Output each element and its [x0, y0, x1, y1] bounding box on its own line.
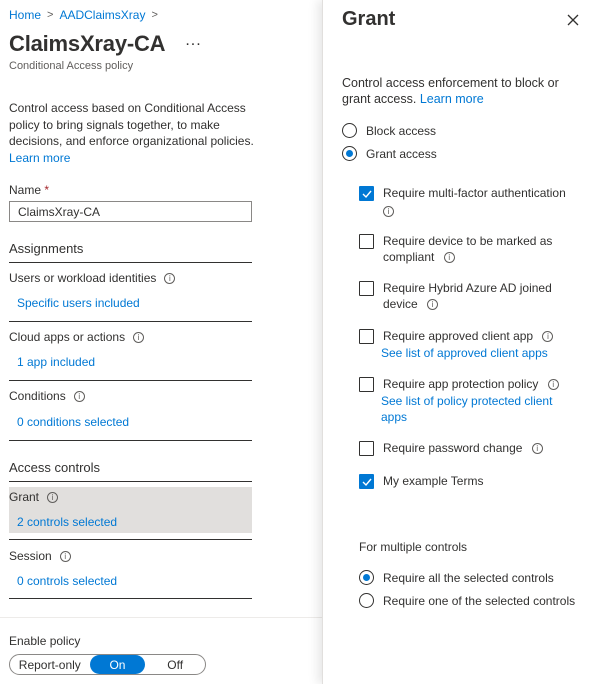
access-controls-heading: Access controls: [9, 460, 101, 475]
info-icon[interactable]: i: [383, 206, 394, 217]
checkbox[interactable]: [359, 329, 374, 344]
conditions-label: [9, 389, 85, 403]
title-row: [9, 31, 202, 57]
info-icon[interactable]: i: [532, 443, 543, 454]
control-device-compliant[interactable]: [359, 233, 573, 265]
info-icon[interactable]: i: [60, 551, 71, 562]
require-all-radio[interactable]: [359, 570, 554, 585]
grant-learn-more-link[interactable]: Learn more: [419, 92, 484, 106]
users-label-text: Users or workload identities: [9, 271, 157, 285]
name-input[interactable]: [9, 201, 252, 222]
control-label: [383, 280, 573, 312]
assignments-heading: Assignments: [9, 241, 84, 256]
control-label-text: Require approved client app: [383, 329, 534, 343]
radio-button-selected[interactable]: [359, 570, 374, 585]
policy-description: [9, 100, 269, 166]
checkbox[interactable]: [359, 234, 374, 249]
grant-description-text: Control access enforcement to block or grant access.: [342, 76, 559, 106]
control-approved-client-app[interactable]: [359, 328, 573, 344]
grant-label: [9, 490, 58, 504]
grant-panel-description: [342, 75, 582, 107]
page-subtitle: Conditional Access policy: [9, 60, 134, 72]
conditions-divider: [9, 440, 252, 441]
approved-apps-link[interactable]: See list of approved client apps: [381, 346, 548, 360]
grant-panel: [322, 0, 602, 684]
name-label-text: Name: [9, 183, 42, 197]
grant-panel-title: Grant: [342, 8, 396, 30]
control-label-text: Require multi-factor authentication: [383, 186, 566, 200]
assignments-divider: [9, 262, 252, 263]
toggle-on[interactable]: On: [90, 655, 146, 674]
info-icon[interactable]: i: [427, 299, 438, 310]
checkmark-icon: [362, 189, 372, 199]
control-label-text: Require app protection policy: [383, 377, 539, 391]
breadcrumb-home-link[interactable]: Home: [9, 8, 42, 22]
checkbox-checked[interactable]: [359, 474, 374, 489]
grant-access-label: Grant access: [366, 146, 437, 161]
cloud-apps-label-text: Cloud apps or actions: [9, 330, 126, 344]
control-mfa[interactable]: [359, 185, 573, 217]
page-title: ClaimsXray-CA: [9, 31, 166, 56]
grant-label-text: Grant: [9, 490, 40, 504]
block-access-radio[interactable]: [342, 123, 436, 138]
checkbox[interactable]: [359, 441, 374, 456]
control-app-protection[interactable]: [359, 376, 573, 392]
toggle-off[interactable]: Off: [167, 657, 184, 672]
breadcrumb: [9, 8, 164, 22]
checkbox[interactable]: [359, 377, 374, 392]
multiple-controls-label: For multiple controls: [359, 540, 468, 554]
radio-button[interactable]: [342, 123, 357, 138]
users-divider: [9, 321, 252, 322]
require-all-label: Require all the selected controls: [383, 570, 554, 585]
control-label: [383, 328, 573, 344]
session-divider: [9, 598, 252, 599]
control-label: My example Terms: [383, 474, 484, 488]
session-label: [9, 549, 71, 563]
description-text: Control access based on Conditional Access policy to bring signals together, to make decisions, and enforce organizational policies.: [9, 101, 254, 148]
control-label: [383, 440, 573, 456]
enable-policy-label: Enable policy: [9, 634, 81, 648]
grant-divider: [9, 539, 252, 540]
control-password-change[interactable]: [359, 440, 573, 456]
breadcrumb-app-link[interactable]: AADClaimsXray: [59, 8, 146, 22]
radio-button-selected[interactable]: [342, 146, 357, 161]
conditions-value-link[interactable]: 0 conditions selected: [17, 415, 130, 429]
control-label-text: Require password change: [383, 441, 523, 455]
access-controls-divider: [9, 481, 252, 482]
enable-policy-toggle: [9, 654, 206, 675]
grant-access-radio[interactable]: [342, 146, 437, 161]
info-icon[interactable]: i: [542, 331, 553, 342]
control-hybrid-joined[interactable]: [359, 280, 573, 312]
breadcrumb-separator: >: [151, 9, 158, 21]
control-example-terms[interactable]: [359, 473, 573, 489]
require-one-radio[interactable]: [359, 593, 575, 608]
block-access-label: Block access: [366, 123, 437, 138]
control-label: [383, 233, 573, 265]
control-label-text: Require device to be marked as compliant: [383, 234, 553, 264]
breadcrumb-separator: >: [47, 9, 54, 21]
session-label-text: Session: [9, 549, 52, 563]
required-mark: *: [44, 183, 50, 197]
cloud-apps-divider: [9, 380, 252, 381]
control-label: [383, 185, 573, 217]
radio-button[interactable]: [359, 593, 374, 608]
name-label: [9, 183, 49, 197]
conditions-label-text: Conditions: [9, 389, 66, 403]
checkbox-checked[interactable]: [359, 186, 374, 201]
info-icon[interactable]: i: [74, 391, 85, 402]
cloud-apps-value-link[interactable]: 1 app included: [17, 355, 96, 369]
control-label-text: Require Hybrid Azure AD joined device: [383, 281, 552, 311]
users-label: [9, 271, 175, 285]
close-icon[interactable]: [563, 10, 583, 30]
control-label: [383, 376, 573, 392]
learn-more-link[interactable]: Learn more: [9, 150, 71, 165]
grant-value-link[interactable]: 2 controls selected: [17, 515, 118, 529]
checkbox[interactable]: [359, 281, 374, 296]
footer-divider: [0, 617, 322, 618]
info-icon[interactable]: i: [444, 252, 455, 263]
toggle-report-only[interactable]: Report-only: [18, 657, 81, 672]
info-icon[interactable]: i: [548, 379, 559, 390]
session-value-link[interactable]: 0 controls selected: [17, 574, 118, 588]
users-value-link[interactable]: Specific users included: [17, 296, 140, 310]
info-icon[interactable]: i: [47, 492, 58, 503]
more-options-icon[interactable]: ...: [185, 32, 202, 49]
cloud-apps-label: [9, 330, 144, 344]
protected-apps-link[interactable]: See list of policy protected client apps: [381, 394, 553, 424]
require-one-label: Require one of the selected controls: [383, 593, 576, 608]
info-icon[interactable]: i: [133, 332, 144, 343]
info-icon[interactable]: i: [164, 273, 175, 284]
checkmark-icon: [362, 477, 372, 487]
